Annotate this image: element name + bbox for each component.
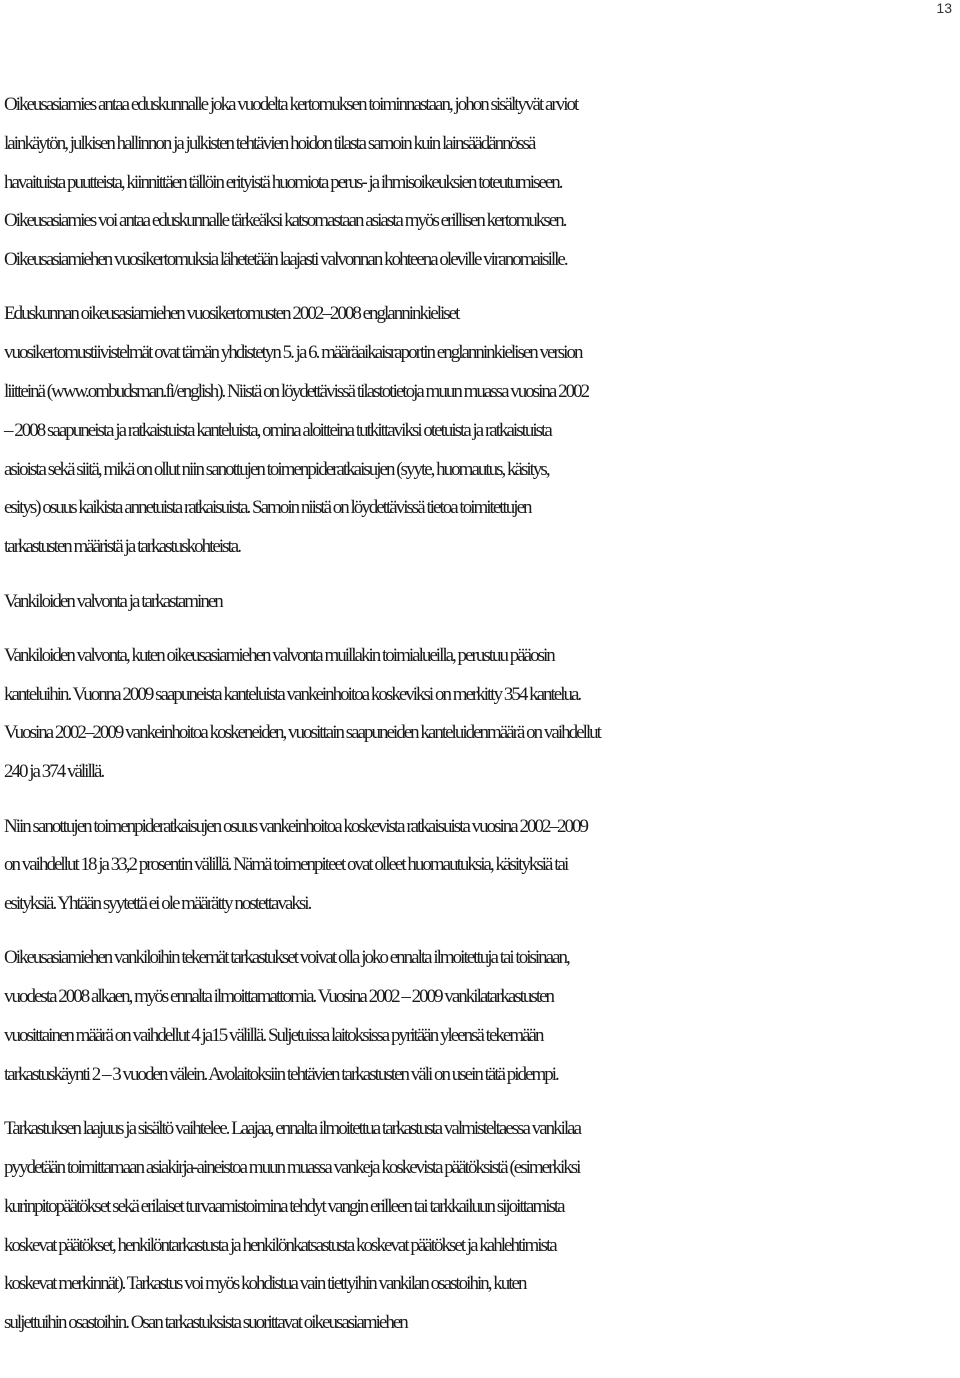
text-line: on vaihdellut 18 ja 33,2 prosentin välillä. Nämä toimenpiteet ovat olleet huomautuksia, käsityksiä tai (4, 854, 568, 876)
section-heading-text: Vankiloiden valvonta ja tarkastaminen (4, 590, 222, 612)
paragraph-measures (4, 808, 958, 924)
text-line: Niin sanottujen toimenpideratkaisujen osuus vankeinhoitoa koskevista ratkaisuista vuosina 2002–2009 (4, 815, 587, 837)
paragraph-inspections (4, 939, 958, 1094)
text-line: Oikeusasiamies voi antaa eduskunnalle tärkeäksi katsomastaan asiasta myös erillisen kertomuksen. (4, 210, 566, 232)
text-line: Oikeusasiamies antaa eduskunnalle joka vuodelta kertomuksen toiminnastaan, johon sisältyvät arviot (4, 94, 578, 115)
text-line: Oikeusasiamiehen vankiloihin tekemät tarkastukset voivat olla joko ennalta ilmoitettuja tai toisinaan, (4, 947, 569, 969)
page-number: 13 (936, 0, 952, 16)
text-line: koskevat merkinnät). Tarkastus voi myös kohdistua vain tiettyihin vankilan osastoihin, kuten (4, 1273, 526, 1295)
text-line: 240 ja 374 välillä. (4, 761, 104, 783)
text-line: liitteinä (www.ombudsman.fi/english). Niistä on löydettävissä tilastotietoja muun muassa vuosina 2002 (4, 381, 589, 403)
text-line: tarkastuskäynti 2 – 3 vuoden välein. Avolaitoksiin tehtävien tarkastusten väli on usein tätä pidempi. (4, 1063, 558, 1085)
text-line: Oikeusasiamiehen vuosikertomuksia lähetetään laajasti valvonnan kohteena oleville viranomaisille. (4, 249, 567, 271)
text-line: Vuosina 2002–2009 vankeinhoitoa koskeneiden, vuosittain saapuneiden kanteluidenmäärä on vaihdellut (4, 722, 600, 744)
text-line: havaituista puutteista, kiinnittäen tällöin erityistä huomiota perus- ja ihmisoikeuksien toteutumiseen. (4, 171, 562, 193)
text-line: kurinpitopäätökset sekä erilaiset turvaamistoimina tehdyt vangin erilleen tai tarkkailuun sijoittamista (4, 1195, 564, 1217)
text-line: vuosikertomustiivistelmät ovat tämän yhdistetyn 5. ja 6. määräaikaisraportin englanninkielisen version (4, 342, 582, 364)
text-line: vuosittainen määrä on vaihdellut 4 ja15 välillä. Suljetuissa laitoksissa pyritään yleensä tekemään (4, 1025, 543, 1047)
paragraph-english-summaries (4, 295, 958, 567)
text-line: Vankiloiden valvonta, kuten oikeusasiamiehen valvonta muillakin toimialueilla, perustuu pääosin (4, 644, 554, 666)
section-heading (4, 583, 958, 622)
text-line: esityksiä. Yhtään syytettä ei ole määrätty nostettavaksi. (4, 893, 311, 915)
document-body (4, 86, 958, 1343)
paragraph-intro (4, 86, 958, 280)
paragraph-scope (4, 1110, 958, 1343)
text-line: suljettuihin osastoihin. Osan tarkastuksista suorittavat oikeusasiamiehen (4, 1312, 407, 1334)
text-line: Tarkastuksen laajuus ja sisältö vaihtelee. Laajaa, ennalta ilmoitettua tarkastusta valmisteltaessa vankilaa (4, 1118, 581, 1140)
text-line: koskevat päätökset, henkilöntarkastusta ja henkilönkatsastusta koskevat päätökset ja kahlehtimista (4, 1234, 556, 1256)
text-line: – 2008 saapuneista ja ratkaistuista kanteluista, omina aloitteina tutkittaviksi otetuista ja ratkaistuista (4, 419, 551, 441)
paragraph-prison-complaints (4, 637, 958, 792)
text-line: Eduskunnan oikeusasiamiehen vuosikertomusten 2002–2008 englanninkieliset (4, 303, 459, 325)
text-line: esitys) osuus kaikista annetuista ratkaisuista. Samoin niistä on löydettävissä tietoa toimitettujen (4, 497, 531, 519)
text-line: pyydetään toimittamaan asiakirja-aineistoa muun muassa vankeja koskevista päätöksistä (esimerkiksi (4, 1156, 580, 1178)
text-line: tarkastusten määristä ja tarkastuskohteista. (4, 536, 240, 558)
text-line: vuodesta 2008 alkaen, myös ennalta ilmoittamattomia. Vuosina 2002 – 2009 vankilatarkastusten (4, 986, 554, 1008)
text-line: lainkäytön, julkisen hallinnon ja julkisten tehtävien hoidon tilasta samoin kuin lainsäädännössä (4, 132, 535, 154)
text-line: asioista sekä siitä, mikä on ollut niin sanottujen toimenpideratkaisujen (syyte, huomautus, käsitys, (4, 458, 549, 480)
text-line: kanteluihin. Vuonna 2009 saapuneista kanteluista vankeinhoitoa koskeviksi on merkitty 354 kantelua. (4, 683, 581, 705)
